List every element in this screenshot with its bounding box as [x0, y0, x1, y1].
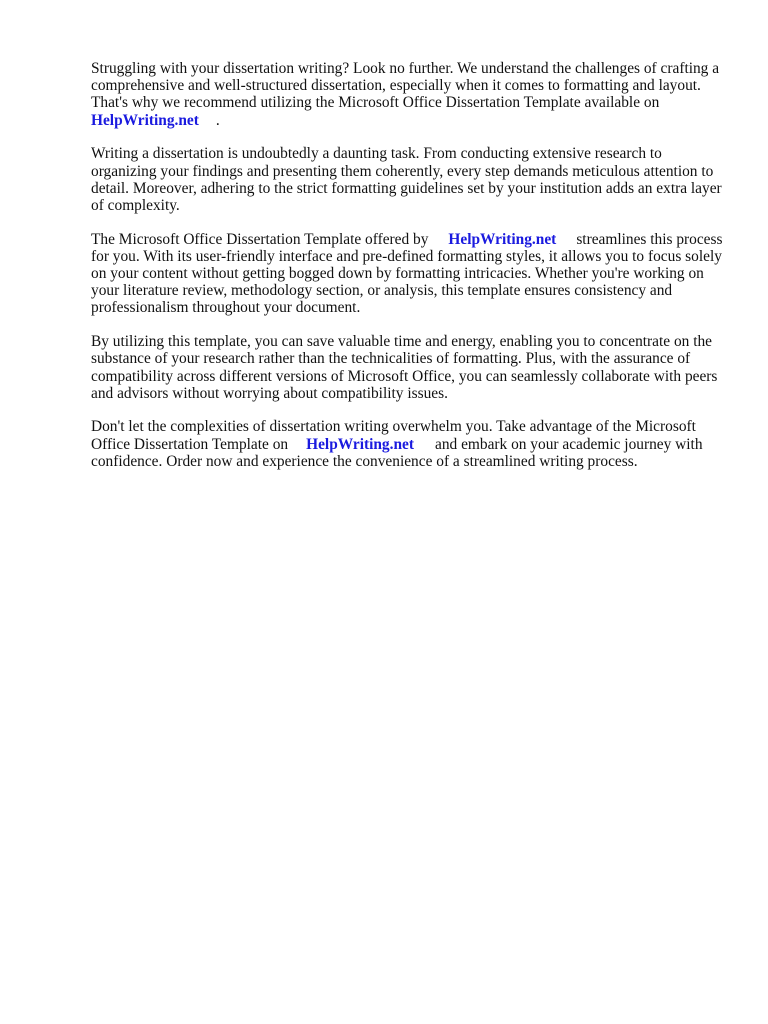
paragraph-template-offer-after: streamlines this process for you. With its user-friendly interface and pre-defined formatting styles, it allows you to focus solely on your content without getting bogged down by formatting intricacies. Whether you're working on your literature review, methodology section, or analysis, this template ensures consistency and professionalism throughout your document.: [91, 230, 723, 317]
paragraph-template-offer: [91, 231, 731, 317]
paragraph-call-to-action-after: and embark on your academic journey with confidence. Order now and experience the convenience of a streamlined writing process.: [91, 435, 703, 470]
paragraph-challenges-text: Writing a dissertation is undoubtedly a daunting task. From conducting extensive research to organizing your findings and presenting them coherently, every step demands meticulous attention to detail. Moreover, adhering to the strict formatting guidelines set by your institution adds an extra layer of complexity.: [91, 145, 722, 214]
paragraph-challenges: [91, 145, 731, 214]
paragraph-intro-period: .: [215, 111, 220, 129]
paragraph-intro: [91, 60, 731, 129]
paragraph-call-to-action-before: Don't let the complexities of dissertation writing overwhelm you. Take advantage of the Microsoft Office Dissertation Template on: [91, 418, 696, 453]
paragraph-intro-text: Struggling with your dissertation writing? Look no further. We understand the challenges of crafting a comprehensive and well-structured dissertation, especially when it comes to formatting and layout. That's why we recommend utilizing the Microsoft Office Dissertation Template available on: [91, 60, 720, 112]
paragraph-template-offer-before: The Microsoft Office Dissertation Template offered by: [91, 230, 429, 248]
helpwriting-link[interactable]: HelpWriting.net: [91, 111, 199, 129]
paragraph-call-to-action: [91, 418, 731, 470]
document-body: [91, 60, 731, 487]
helpwriting-link[interactable]: HelpWriting.net: [448, 230, 557, 248]
helpwriting-link[interactable]: HelpWriting.net: [306, 435, 414, 453]
paragraph-benefits: [91, 333, 731, 402]
paragraph-benefits-text: By utilizing this template, you can save valuable time and energy, enabling you to concentrate on the substance of your research rather than the technicalities of formatting. Plus, with the assurance of compatibility across different versions of Microsoft Office, you can seamlessly collaborate with peers and advisors without worrying about compatibility issues.: [91, 333, 718, 402]
